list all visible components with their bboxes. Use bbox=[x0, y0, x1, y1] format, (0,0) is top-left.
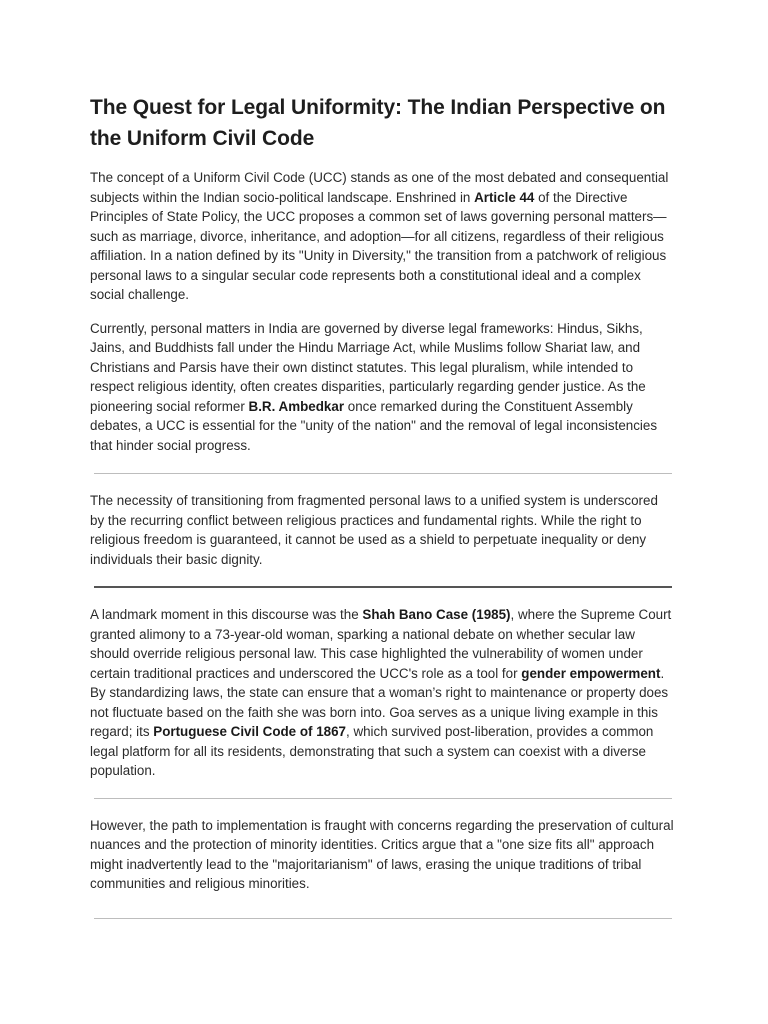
text-run: once remarked during the Constituent Assembly debates, a UCC is essential for the "unity of the nation" and the removal of legal inconsistencies that hinder social progress. bbox=[90, 398, 658, 453]
text-run: , which survived post-liberation, provides a common legal platform for all its residents, demonstrating that such a system can coexist with a diverse population. bbox=[90, 724, 654, 778]
bold-term-portuguese-civil-code: Portuguese Civil Code of 1867 bbox=[153, 724, 346, 739]
paragraph-current-framework bbox=[90, 319, 674, 456]
bold-term-article-44: Article 44 bbox=[474, 189, 535, 205]
text-run: The necessity of transitioning from fragmented personal laws to a unified system is underscored by the recurring conflict between religious practices and fundamental rights. While the right to religious freedom is guaranteed, it cannot be used as a shield to perpetuate inequality or deny individuals their basic dignity. bbox=[90, 493, 658, 567]
paragraph-necessity bbox=[90, 491, 674, 569]
document-title: The Quest for Legal Uniformity: The Indian Perspective on the Uniform Civil Code bbox=[90, 96, 666, 150]
section-divider bbox=[94, 918, 672, 919]
section-divider bbox=[94, 586, 672, 588]
section-divider bbox=[94, 798, 672, 799]
text-run: However, the path to implementation is fraught with concerns regarding the preservation of cultural nuances and the protection of minority identities. Critics argue that a "one size fits all" approach might inadvertently lead to the "majoritarianism" of laws, erasing the unique traditions of tribal communities and religious minorities. bbox=[90, 817, 674, 891]
paragraph-concerns bbox=[90, 816, 674, 894]
section-divider bbox=[94, 473, 672, 474]
bold-term-gender-empowerment: gender empowerment bbox=[521, 665, 661, 681]
text-run: Currently, personal matters in India are governed by diverse legal frameworks: Hindus, Sikhs, Jains, and Buddhists fall under the Hindu Marriage Act, while Muslims follow Shariat law, and Christians and Parsis have their own distinct statutes. This legal pluralism, while intended to respect religious identity, often creates disparities, particularly regarding gender justice. As the pioneering social reformer bbox=[90, 320, 646, 414]
bold-term-shah-bano: Shah Bano Case (1985) bbox=[362, 607, 511, 622]
paragraph-intro bbox=[90, 168, 674, 305]
text-run: , where the Supreme Court granted alimony to a 73-year-old woman, sparking a national debate on whether secular law should override religious personal law. This case highlighted the vulnerability of women under certain traditional practices and underscored the UCC's role as a tool for bbox=[90, 607, 672, 681]
text-run: The concept of a Uniform Civil Code (UCC) stands as one of the most debated and consequential subjects within the Indian socio-political landscape. Enshrined in bbox=[90, 170, 669, 205]
text-run: . By standardizing laws, the state can ensure that a woman’s right to maintenance or property does not fluctuate based on the faith she was born into. Goa serves as a unique living example in this regard; its bbox=[90, 665, 669, 739]
text-run: of the Directive Principles of State Policy, the UCC proposes a common set of laws governing personal matters—such as marriage, divorce, inheritance, and adoption—for all citizens, regardless of their religious affiliation. In a nation defined by its "Unity in Diversity," the transition from a patchwork of religious personal laws to a singular secular code represents both a constitutional ideal and a complex social challenge. bbox=[90, 189, 667, 302]
paragraph-shah-bano bbox=[90, 605, 674, 781]
bold-term-ambedkar: B.R. Ambedkar bbox=[248, 398, 345, 414]
text-run: A landmark moment in this discourse was the bbox=[90, 607, 363, 622]
